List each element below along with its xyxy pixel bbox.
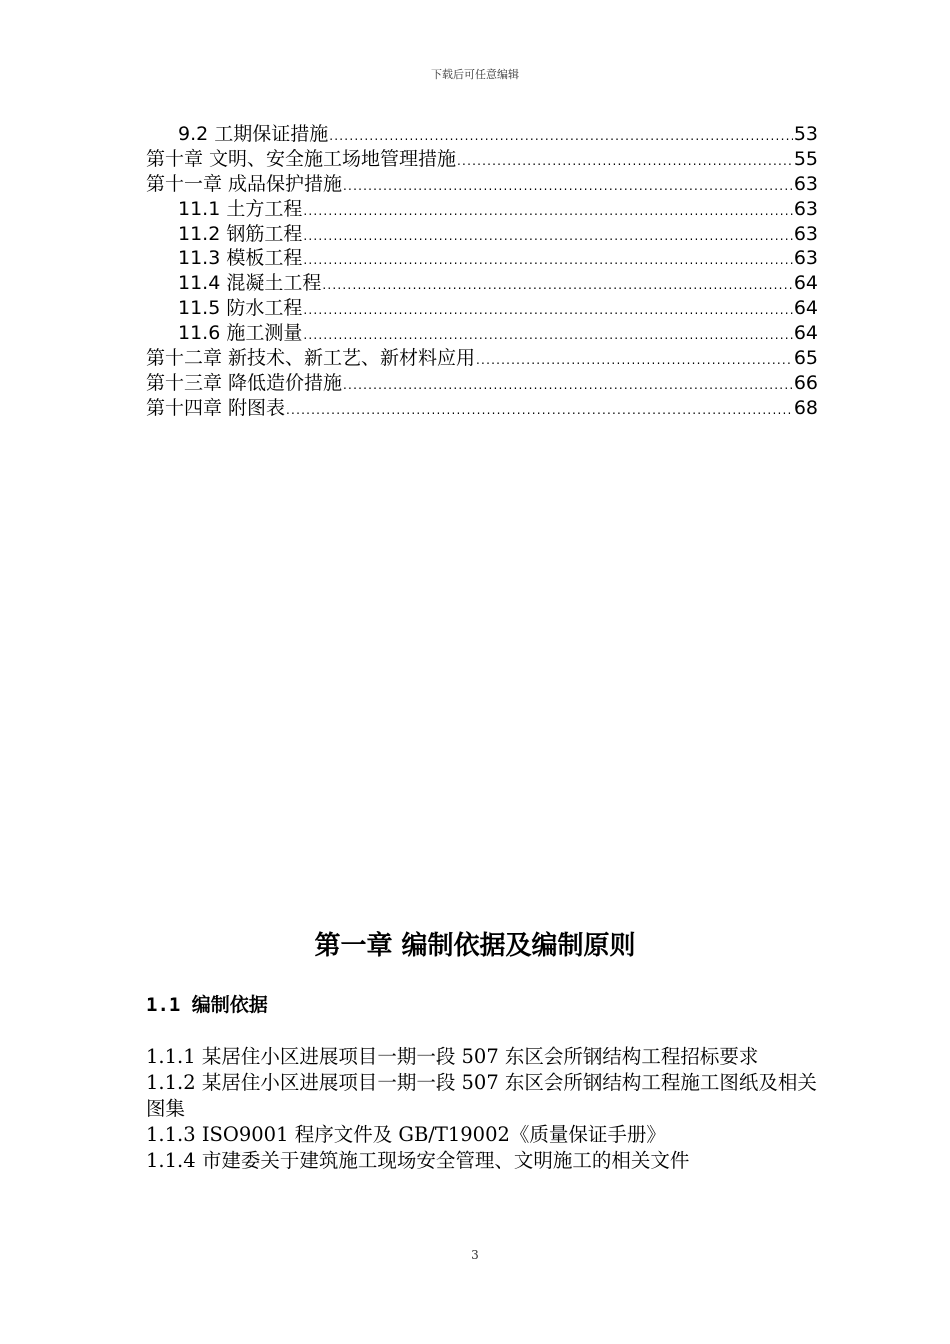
toc-entry-page: 63: [793, 197, 818, 220]
section-body: [146, 1044, 826, 1174]
section-heading: 1.1 编制依据: [146, 994, 268, 1016]
toc-entry-page: 66: [793, 371, 818, 394]
body-paragraph: 1.1.4 市建委关于建筑施工现场安全管理、文明施工的相关文件: [146, 1149, 690, 1172]
toc-entry-page: 53: [793, 123, 818, 145]
toc-entry-page: 65: [793, 347, 818, 370]
body-paragraph: 1.1.2 某居住小区进展项目一期一段 507 东区会所钢结构工程施工图纸及相关图集: [146, 1071, 817, 1120]
toc-dot-leader: [322, 273, 792, 298]
toc-entry-page: 68: [793, 396, 818, 419]
toc-dot-leader: [329, 124, 793, 149]
toc-entry-title: 第十四章 附图表: [146, 396, 286, 419]
toc-entry-page: 64: [793, 322, 818, 345]
toc-entry[interactable]: [146, 172, 818, 197]
toc-entry-title: 第十三章 降低造价措施: [146, 371, 343, 394]
toc-dot-leader: [343, 174, 793, 199]
toc-entry-title: 9.2 工期保证措施: [178, 123, 329, 145]
page-number: 3: [471, 1248, 479, 1262]
toc-entry-title: 11.4 混凝土工程: [178, 272, 322, 295]
toc-entry[interactable]: [146, 396, 818, 421]
toc-entry[interactable]: [146, 271, 818, 296]
toc-entry[interactable]: [146, 222, 818, 247]
toc-entry[interactable]: [146, 246, 818, 271]
toc-dot-leader: [303, 199, 792, 224]
toc-entry-page: 55: [793, 147, 818, 170]
toc-dot-leader: [286, 398, 793, 423]
toc-dot-leader: [476, 348, 793, 373]
toc-entry-title: 11.2 钢筋工程: [178, 222, 303, 245]
toc-dot-leader: [343, 373, 793, 398]
toc-entry[interactable]: [146, 122, 818, 147]
toc-dot-leader: [303, 298, 792, 323]
toc-entry-title: 11.3 模板工程: [178, 247, 303, 270]
toc-entry[interactable]: [146, 296, 818, 321]
toc-entry-title: 11.6 施工测量: [178, 322, 303, 345]
toc-entry-title: 第十二章 新技术、新工艺、新材料应用: [146, 347, 476, 370]
chapter-title: 第一章 编制依据及编制原则: [314, 931, 636, 961]
toc-entry-page: 64: [793, 297, 818, 320]
toc-entry[interactable]: [146, 147, 818, 172]
toc-entry-page: 63: [793, 222, 818, 245]
toc-entry-title: 第十一章 成品保护措施: [146, 172, 343, 195]
toc-entry-page: 63: [793, 247, 818, 270]
toc-entry[interactable]: [146, 371, 818, 396]
toc-entry-title: 11.1 土方工程: [178, 197, 303, 220]
body-paragraph: 1.1.3 ISO9001 程序文件及 GB/T19002《质量保证手册》: [146, 1123, 666, 1146]
toc-dot-leader: [457, 149, 793, 174]
toc-entry-page: 63: [793, 172, 818, 195]
body-paragraph: 1.1.1 某居住小区进展项目一期一段 507 东区会所钢结构工程招标要求: [146, 1045, 759, 1068]
toc-dot-leader: [303, 323, 792, 348]
toc-entry-title: 第十章 文明、安全施工场地管理措施: [146, 147, 457, 170]
toc-entry[interactable]: [146, 346, 818, 371]
toc-entry[interactable]: [146, 197, 818, 222]
toc-dot-leader: [303, 248, 792, 273]
toc-entry[interactable]: [146, 321, 818, 346]
toc-entry-page: 64: [793, 272, 818, 295]
page-header: 下载后可任意编辑: [431, 68, 519, 81]
table-of-contents: [146, 122, 818, 421]
toc-entry-title: 11.5 防水工程: [178, 297, 303, 320]
toc-dot-leader: [303, 224, 792, 249]
